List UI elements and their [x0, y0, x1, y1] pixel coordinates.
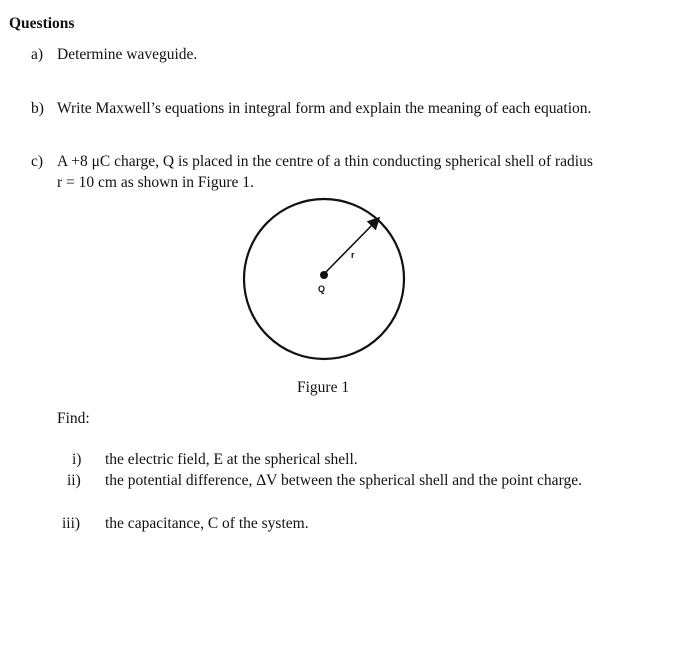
question-b-label: b) [31, 100, 44, 117]
find-item-i-label: i) [72, 451, 82, 468]
question-b-text: Write Maxwell’s equations in integral form and explain the meaning of each equation. [57, 100, 592, 117]
charge-label: Q [318, 284, 326, 294]
radius-arrow [324, 219, 378, 274]
find-item-ii-label: ii) [67, 472, 81, 489]
find-label: Find: [57, 410, 90, 427]
figure-caption: Figure 1 [297, 379, 350, 396]
question-a-label: a) [31, 46, 44, 63]
point-charge [320, 271, 328, 279]
question-c-text-line2: r = 10 cm as shown in Figure 1. [57, 174, 254, 191]
find-item-iii-label: iii) [62, 515, 81, 532]
page-title: Questions [9, 15, 75, 32]
find-item-iii-text: the capacitance, C of the system. [105, 515, 309, 532]
question-a-text: Determine waveguide. [57, 46, 198, 63]
radius-label: r [351, 250, 355, 260]
question-c-label: c) [31, 153, 44, 170]
question-c-text: A +8 μC charge, Q is placed in the centre of a thin conducting spherical shell of radius [57, 153, 593, 170]
find-item-ii-text: the potential difference, ΔV between the spherical shell and the point charge. [105, 472, 582, 489]
find-item-i-text: the electric field, E at the spherical shell. [105, 451, 358, 468]
